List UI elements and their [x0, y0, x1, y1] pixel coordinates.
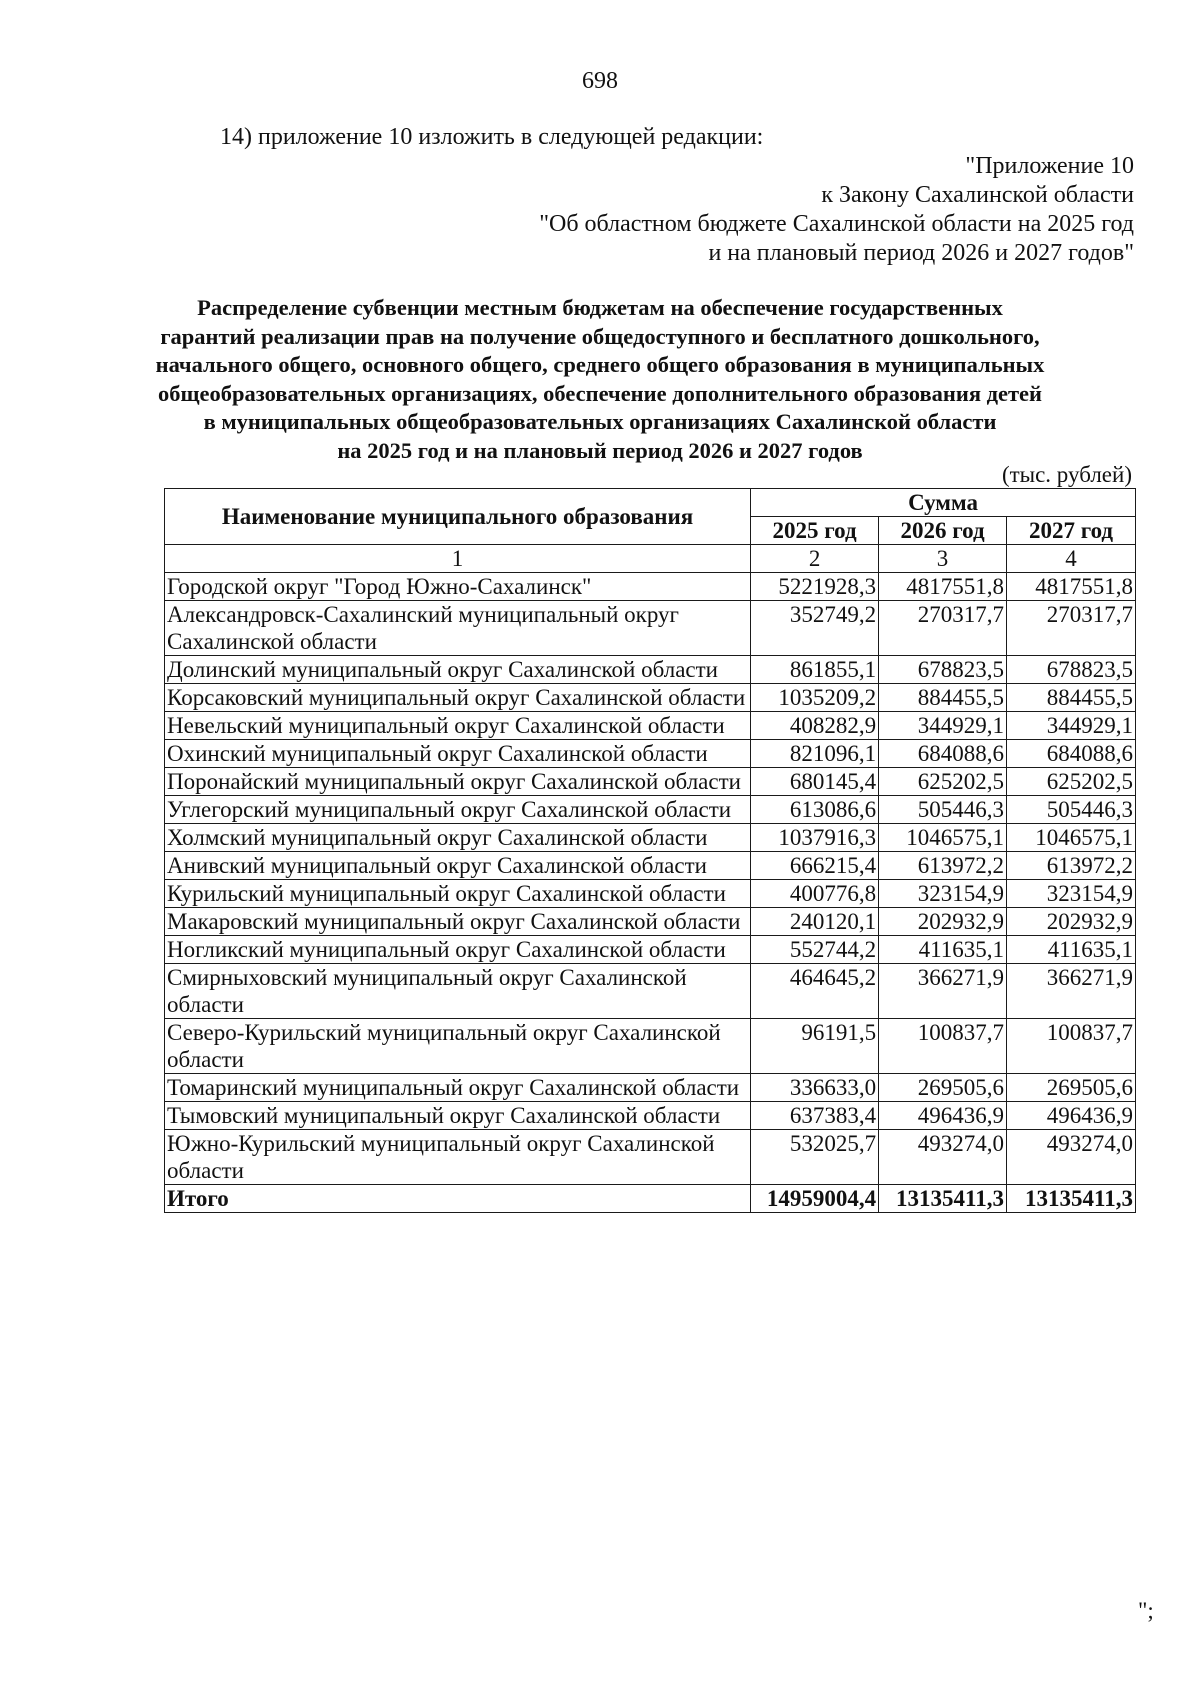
value-2025: 240120,1	[751, 908, 879, 936]
column-number: 3	[879, 545, 1007, 573]
title-line: в муниципальных общеобразовательных организациях Сахалинской области	[203, 409, 997, 434]
value-2025: 1037916,3	[751, 824, 879, 852]
title-line: гарантий реализации прав на получение общедоступного и бесплатного дошкольного,	[160, 323, 1040, 349]
value-2026: 344929,1	[879, 712, 1007, 740]
appendix-line: и на плановый период 2026 и 2027 годов"	[708, 240, 1134, 266]
value-2026: 678823,5	[879, 656, 1007, 684]
value-2026: 625202,5	[879, 768, 1007, 796]
value-2027: 625202,5	[1007, 768, 1136, 796]
table-body	[165, 573, 1136, 1185]
table-row	[165, 1130, 1136, 1185]
value-2026: 493274,0	[879, 1130, 1007, 1185]
value-2027: 100837,7	[1007, 1019, 1136, 1074]
table-row	[165, 880, 1136, 908]
table-row	[165, 712, 1136, 740]
table-row	[165, 824, 1136, 852]
value-2027: 270317,7	[1007, 601, 1136, 656]
municipality-name: Поронайский муниципальный округ Сахалинской области	[165, 768, 751, 796]
header-municipality: Наименование муниципального образования	[165, 489, 751, 545]
value-2027: 411635,1	[1007, 936, 1136, 964]
value-2026: 270317,7	[879, 601, 1007, 656]
value-2027: 505446,3	[1007, 796, 1136, 824]
value-2025: 532025,7	[751, 1130, 879, 1185]
value-2026: 1046575,1	[879, 824, 1007, 852]
appendix-line: к Закону Сахалинской области	[821, 182, 1134, 208]
title-line: на 2025 год и на плановый период 2026 и 2027 годов	[337, 437, 863, 463]
municipality-name: Городской округ "Город Южно-Сахалинск"	[165, 573, 751, 601]
value-2027: 1046575,1	[1007, 824, 1136, 852]
table-row	[165, 964, 1136, 1019]
title-line: Распределение субвенции местным бюджетам на обеспечение государственных	[197, 295, 1003, 320]
value-2025: 637383,4	[751, 1102, 879, 1130]
table-row	[165, 768, 1136, 796]
table-row	[165, 573, 1136, 601]
value-2027: 323154,9	[1007, 880, 1136, 908]
value-2025: 400776,8	[751, 880, 879, 908]
municipality-name: Макаровский муниципальный округ Сахалинской области	[165, 908, 751, 936]
value-2025: 5221928,3	[751, 573, 879, 601]
table-row	[165, 936, 1136, 964]
value-2025: 680145,4	[751, 768, 879, 796]
value-2026: 4817551,8	[879, 573, 1007, 601]
municipality-name: Невельский муниципальный округ Сахалинской области	[165, 712, 751, 740]
value-2026: 202932,9	[879, 908, 1007, 936]
municipality-name: Курильский муниципальный округ Сахалинской области	[165, 880, 751, 908]
value-2027: 269505,6	[1007, 1074, 1136, 1102]
title-line: общеобразовательных организациях, обеспечение дополнительного образования детей	[157, 380, 1042, 406]
municipality-name: Смирныховский муниципальный округ Сахалинской области	[165, 964, 751, 1019]
header-sum: Сумма	[751, 489, 1136, 517]
appendix-header	[434, 152, 1134, 268]
value-2027: 4817551,8	[1007, 573, 1136, 601]
value-2025: 861855,1	[751, 656, 879, 684]
appendix-line: "Об областном бюджете Сахалинской области на 2025 год	[539, 211, 1134, 237]
value-2026: 684088,6	[879, 740, 1007, 768]
appendix-line: "Приложение 10	[965, 153, 1134, 179]
municipality-name: Тымовский муниципальный округ Сахалинской области	[165, 1102, 751, 1130]
header-year-2027: 2027 год	[1007, 517, 1136, 545]
page-number: 698	[582, 68, 618, 94]
table-row	[165, 1019, 1136, 1074]
value-2025: 464645,2	[751, 964, 879, 1019]
value-2027: 496436,9	[1007, 1102, 1136, 1130]
units-label: (тыс. рублей)	[1001, 462, 1132, 487]
municipality-name: Томаринский муниципальный округ Сахалинской области	[165, 1074, 751, 1102]
value-2026: 323154,9	[879, 880, 1007, 908]
value-2027: 884455,5	[1007, 684, 1136, 712]
municipality-name: Охинский муниципальный округ Сахалинской области	[165, 740, 751, 768]
budget-table	[164, 488, 1136, 1213]
table-row	[165, 656, 1136, 684]
value-2025: 352749,2	[751, 601, 879, 656]
column-number: 2	[751, 545, 879, 573]
value-2026: 269505,6	[879, 1074, 1007, 1102]
municipality-name: Южно-Курильский муниципальный округ Сахалинской области	[165, 1130, 751, 1185]
municipality-name: Александровск-Сахалинский муниципальный округ Сахалинской области	[165, 601, 751, 656]
value-2027: 202932,9	[1007, 908, 1136, 936]
value-2025: 336633,0	[751, 1074, 879, 1102]
value-2025: 821096,1	[751, 740, 879, 768]
value-2026: 496436,9	[879, 1102, 1007, 1130]
table-row	[165, 796, 1136, 824]
document-title	[150, 294, 1050, 465]
value-2025: 96191,5	[751, 1019, 879, 1074]
header-year-2026: 2026 год	[879, 517, 1007, 545]
total-2026: 13135411,3	[879, 1185, 1007, 1213]
value-2026: 100837,7	[879, 1019, 1007, 1074]
value-2025: 1035209,2	[751, 684, 879, 712]
value-2025: 613086,6	[751, 796, 879, 824]
value-2027: 344929,1	[1007, 712, 1136, 740]
value-2027: 684088,6	[1007, 740, 1136, 768]
municipality-name: Корсаковский муниципальный округ Сахалинской области	[165, 684, 751, 712]
total-2025: 14959004,4	[751, 1185, 879, 1213]
value-2027: 366271,9	[1007, 964, 1136, 1019]
value-2026: 411635,1	[879, 936, 1007, 964]
column-number: 1	[165, 545, 751, 573]
municipality-name: Углегорский муниципальный округ Сахалинской области	[165, 796, 751, 824]
municipality-name: Долинский муниципальный округ Сахалинской области	[165, 656, 751, 684]
value-2026: 366271,9	[879, 964, 1007, 1019]
value-2026: 505446,3	[879, 796, 1007, 824]
table-row	[165, 1102, 1136, 1130]
table-row	[165, 908, 1136, 936]
municipality-name: Северо-Курильский муниципальный округ Сахалинской области	[165, 1019, 751, 1074]
municipality-name: Холмский муниципальный округ Сахалинской области	[165, 824, 751, 852]
value-2025: 666215,4	[751, 852, 879, 880]
total-row	[165, 1185, 1136, 1213]
amendment-intro: 14) приложение 10 изложить в следующей редакции:	[220, 124, 764, 150]
column-number: 4	[1007, 545, 1136, 573]
value-2027: 678823,5	[1007, 656, 1136, 684]
value-2026: 613972,2	[879, 852, 1007, 880]
value-2025: 408282,9	[751, 712, 879, 740]
value-2027: 613972,2	[1007, 852, 1136, 880]
table-row	[165, 852, 1136, 880]
closing-quote: ";	[1138, 1598, 1154, 1623]
municipality-name: Анивский муниципальный округ Сахалинской области	[165, 852, 751, 880]
title-line: начального общего, основного общего, среднего общего образования в муниципальных	[155, 352, 1045, 377]
value-2025: 552744,2	[751, 936, 879, 964]
header-year-2025: 2025 год	[751, 517, 879, 545]
value-2027: 493274,0	[1007, 1130, 1136, 1185]
total-label: Итого	[165, 1185, 751, 1213]
municipality-name: Ногликский муниципальный округ Сахалинской области	[165, 936, 751, 964]
table-row	[165, 684, 1136, 712]
value-2026: 884455,5	[879, 684, 1007, 712]
table-row	[165, 1074, 1136, 1102]
table-row	[165, 740, 1136, 768]
table-row	[165, 601, 1136, 656]
total-2027: 13135411,3	[1007, 1185, 1136, 1213]
